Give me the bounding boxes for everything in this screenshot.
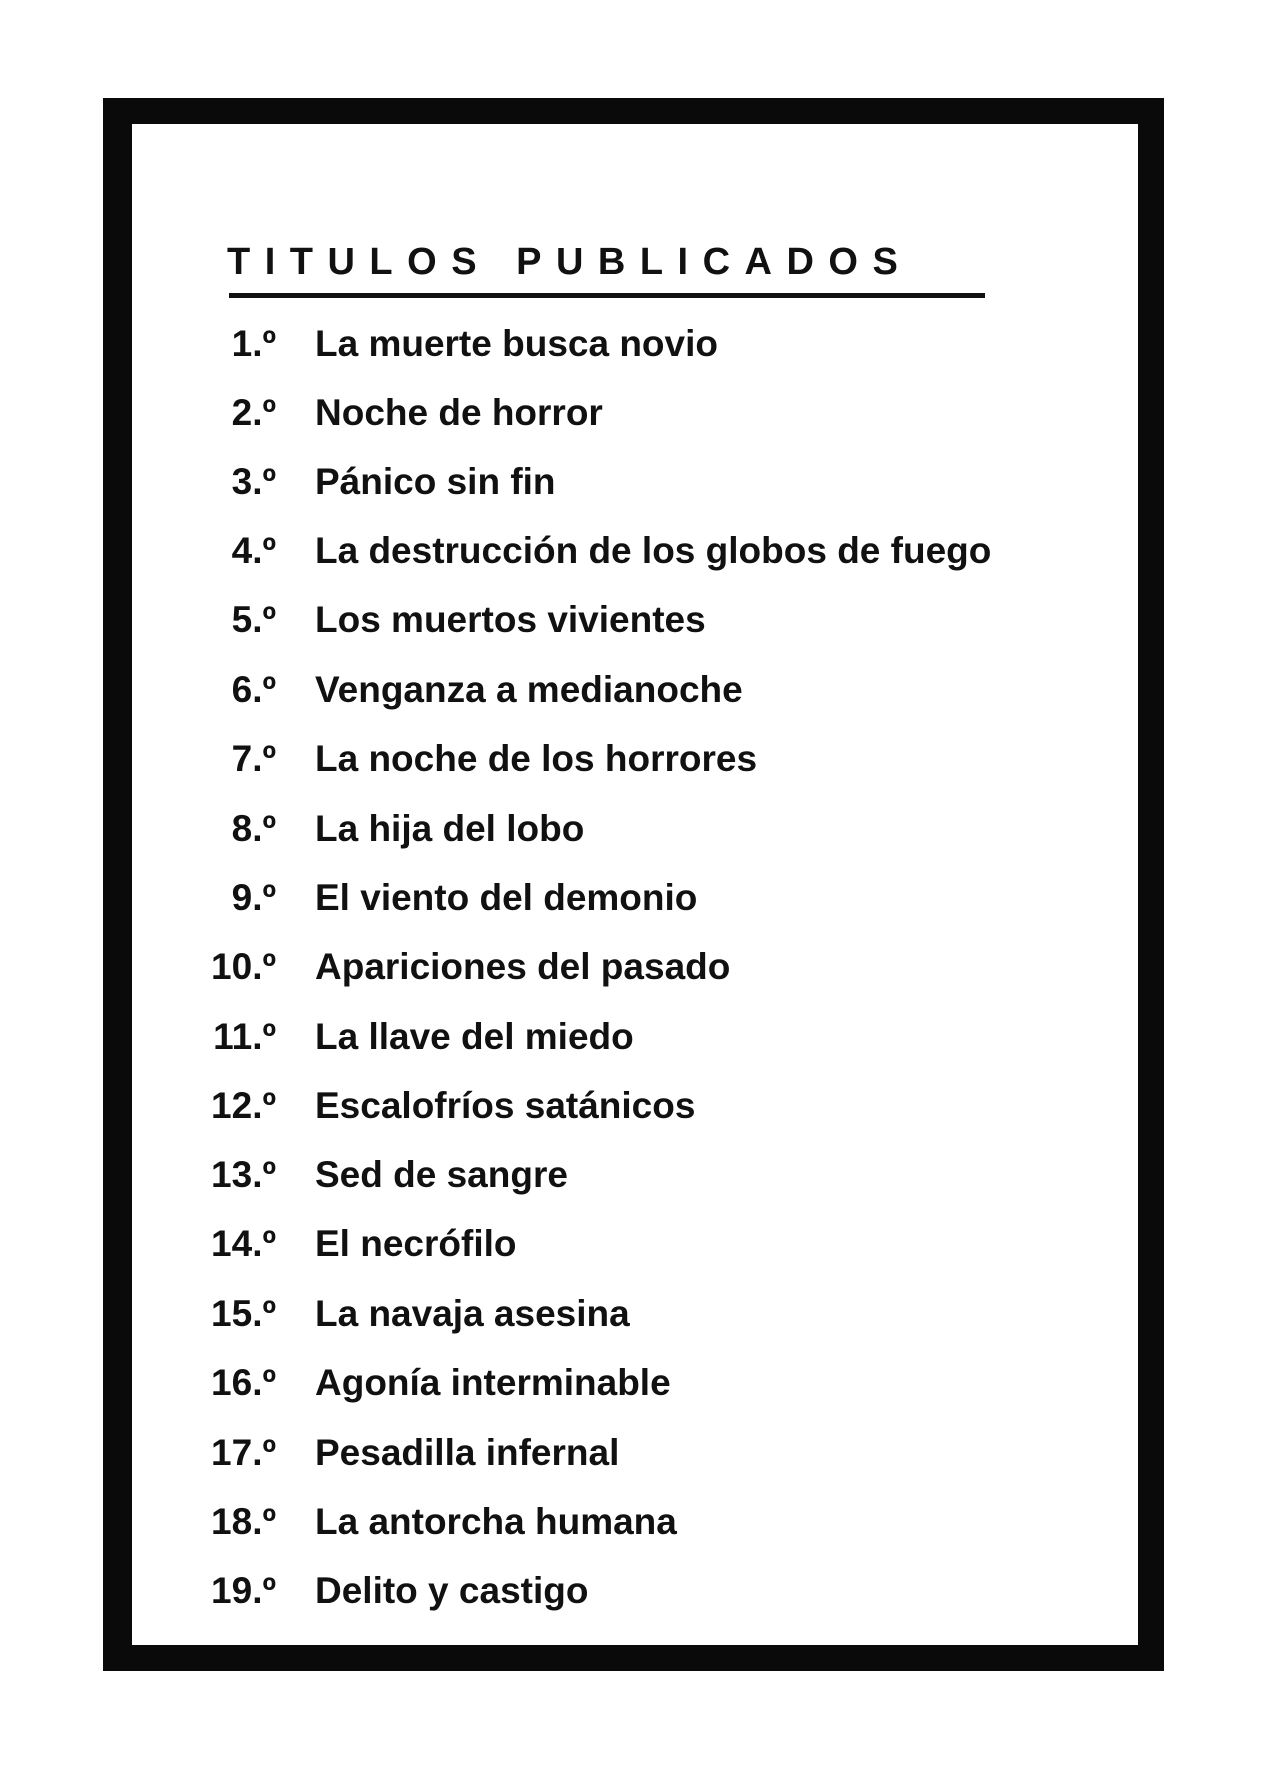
item-title: La noche de los horrores — [315, 738, 758, 779]
item-number: 5.º — [231, 599, 276, 640]
item-title: El necrófilo — [315, 1223, 517, 1264]
list-item — [0, 734, 1280, 784]
item-number: 10.º — [211, 946, 276, 987]
list-item — [0, 942, 1280, 992]
item-number: 16.º — [211, 1362, 276, 1403]
heading-underline — [229, 293, 985, 298]
item-number: 9.º — [231, 877, 276, 918]
item-title: Venganza a medianoche — [315, 669, 743, 710]
item-number: 8.º — [231, 808, 276, 849]
item-number: 18.º — [211, 1501, 276, 1542]
item-title: La hija del lobo — [315, 808, 585, 849]
item-title: Escalofríos satánicos — [315, 1085, 696, 1126]
item-title: El viento del demonio — [315, 877, 698, 918]
list-item — [0, 1289, 1280, 1339]
list-item — [0, 319, 1280, 369]
item-number: 2.º — [231, 392, 276, 433]
item-title: La navaja asesina — [315, 1293, 630, 1334]
item-number: 19.º — [211, 1570, 276, 1611]
list-item — [0, 457, 1280, 507]
list-item — [0, 804, 1280, 854]
list-item — [0, 1150, 1280, 1200]
list-item — [0, 873, 1280, 923]
item-number: 6.º — [231, 669, 276, 710]
item-title: Los muertos vivientes — [315, 599, 706, 640]
list-item — [0, 526, 1280, 576]
item-title: Pánico sin fin — [315, 461, 556, 502]
item-title: Apariciones del pasado — [315, 946, 731, 987]
item-number: 3.º — [231, 461, 276, 502]
item-number: 11.º — [213, 1016, 276, 1057]
page-title: TITULOS PUBLICADOS — [227, 241, 913, 283]
item-title: La destrucción de los globos de fuego — [315, 530, 992, 571]
item-number: 7.º — [231, 738, 276, 779]
item-title: La muerte busca novio — [315, 323, 718, 364]
item-number: 1.º — [231, 323, 276, 364]
list-item — [0, 665, 1280, 715]
list-item — [0, 388, 1280, 438]
item-number: 12.º — [211, 1085, 276, 1126]
list-item — [0, 1081, 1280, 1131]
item-title: Pesadilla infernal — [315, 1432, 620, 1473]
item-title: Noche de horror — [315, 392, 603, 433]
item-title: La llave del miedo — [315, 1016, 634, 1057]
list-item — [0, 1428, 1280, 1478]
item-title: La antorcha humana — [315, 1501, 677, 1542]
item-number: 14.º — [211, 1223, 276, 1264]
item-title: Sed de sangre — [315, 1154, 568, 1195]
list-item — [0, 595, 1280, 645]
list-item — [0, 1497, 1280, 1547]
item-title: Agonía interminable — [315, 1362, 671, 1403]
item-number: 17.º — [211, 1432, 276, 1473]
item-number: 15.º — [211, 1293, 276, 1334]
item-title: Delito y castigo — [315, 1570, 589, 1611]
list-item — [0, 1566, 1280, 1616]
item-number: 4.º — [231, 530, 276, 571]
list-item — [0, 1358, 1280, 1408]
list-item — [0, 1219, 1280, 1269]
list-item — [0, 1012, 1280, 1062]
item-number: 13.º — [211, 1154, 276, 1195]
